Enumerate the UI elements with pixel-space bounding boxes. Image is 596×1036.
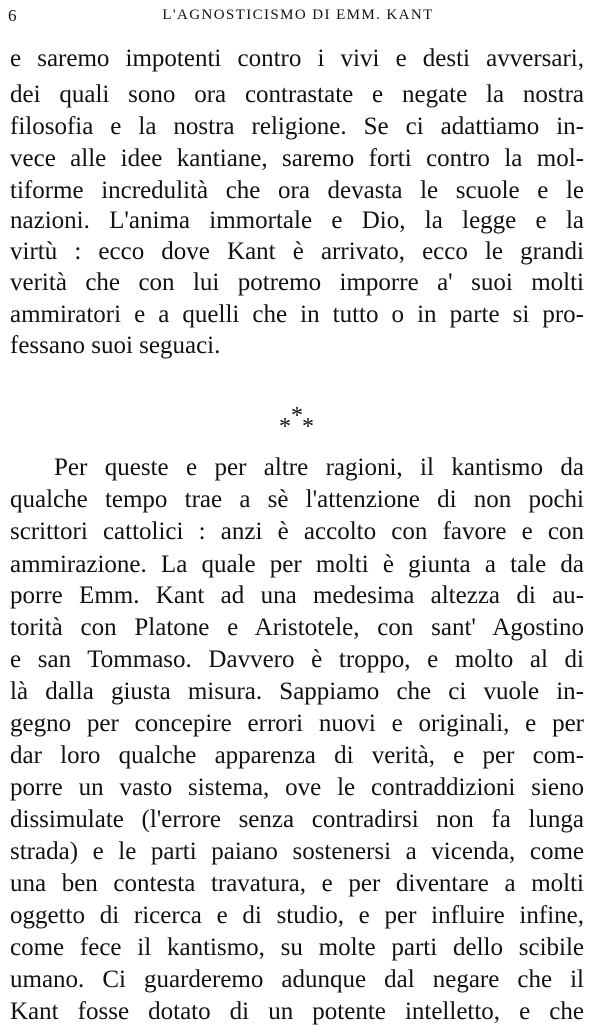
text-line: gegno per concepire errori nuovi e originali, e per (10, 710, 584, 737)
asterisk: * (279, 414, 291, 440)
text-line: e san Tommaso. Davvero è troppo, e molto al di (10, 646, 584, 673)
text-line: strada) e le parti paiano sostenersi a vicenda, come (10, 838, 584, 865)
asterisk: * (302, 414, 314, 440)
text-line: porre un vasto sistema, ove le contraddizioni sieno (10, 774, 584, 801)
running-title: L'AGNOSTICISMO DI EMM. KANT (162, 7, 434, 23)
page-header (8, 6, 588, 28)
text-line: dei quali sono ora contrastate e negate la nostra (10, 81, 584, 108)
text-line: umano. Ci guarderemo adunque dal negare che il (10, 966, 584, 993)
section-separator (278, 404, 320, 438)
text-line: Per queste e per altre ragioni, il kantismo da (54, 454, 584, 481)
text-line: come fece il kantismo, su molte parti dello scibile (10, 934, 584, 961)
text-line: porre Emm. Kant ad una medesima altezza di au- (10, 582, 584, 609)
text-line: Kant fosse dotato di un potente intelletto, e che (10, 998, 584, 1025)
text-line: dar loro qualche apparenza di verità, e per com- (10, 742, 584, 769)
text-line: filosofia e la nostra religione. Se ci adattiamo in- (10, 113, 584, 140)
text-line: là dalla giusta misura. Sappiamo che ci vuole in- (10, 678, 584, 705)
text-line: una ben contesta travatura, e per diventare a molti (10, 870, 584, 897)
text-line: nazioni. L'anima immortale e Dio, la legge e la (10, 207, 584, 234)
text-line: virtù : ecco dove Kant è arrivato, ecco le grandi (10, 238, 584, 265)
text-line: torità con Platone e Aristotele, con sant' Agostino (10, 614, 584, 641)
text-line: vece alle idee kantiane, saremo forti contro la mol- (10, 145, 584, 172)
text-line: ammiratori e a quelli che in tutto o in parte si pro- (10, 301, 584, 328)
asterisk: * (291, 403, 303, 429)
text-line: tiforme incredulità che ora devasta le scuole e le (10, 177, 584, 204)
text-line: qualche tempo trae a sè l'attenzione di non pochi (10, 486, 584, 513)
text-line: verità che con lui potremo imporre a' suoi molti (10, 269, 584, 296)
page-number: 6 (8, 6, 17, 25)
text-line: e saremo impotenti contro i vivi e desti avversari, (10, 45, 584, 72)
text-line: fessano suoi seguaci. (10, 332, 221, 359)
text-line: scrittori cattolici : anzi è accolto con favore e con (10, 518, 584, 545)
text-line: dissimulate (l'errore senza contradirsi non fa lunga (10, 806, 584, 833)
text-line: ammirazione. La quale per molti è giunta a tale da (10, 551, 584, 578)
text-line: oggetto di ricerca e di studio, e per influire infine, (10, 902, 584, 929)
